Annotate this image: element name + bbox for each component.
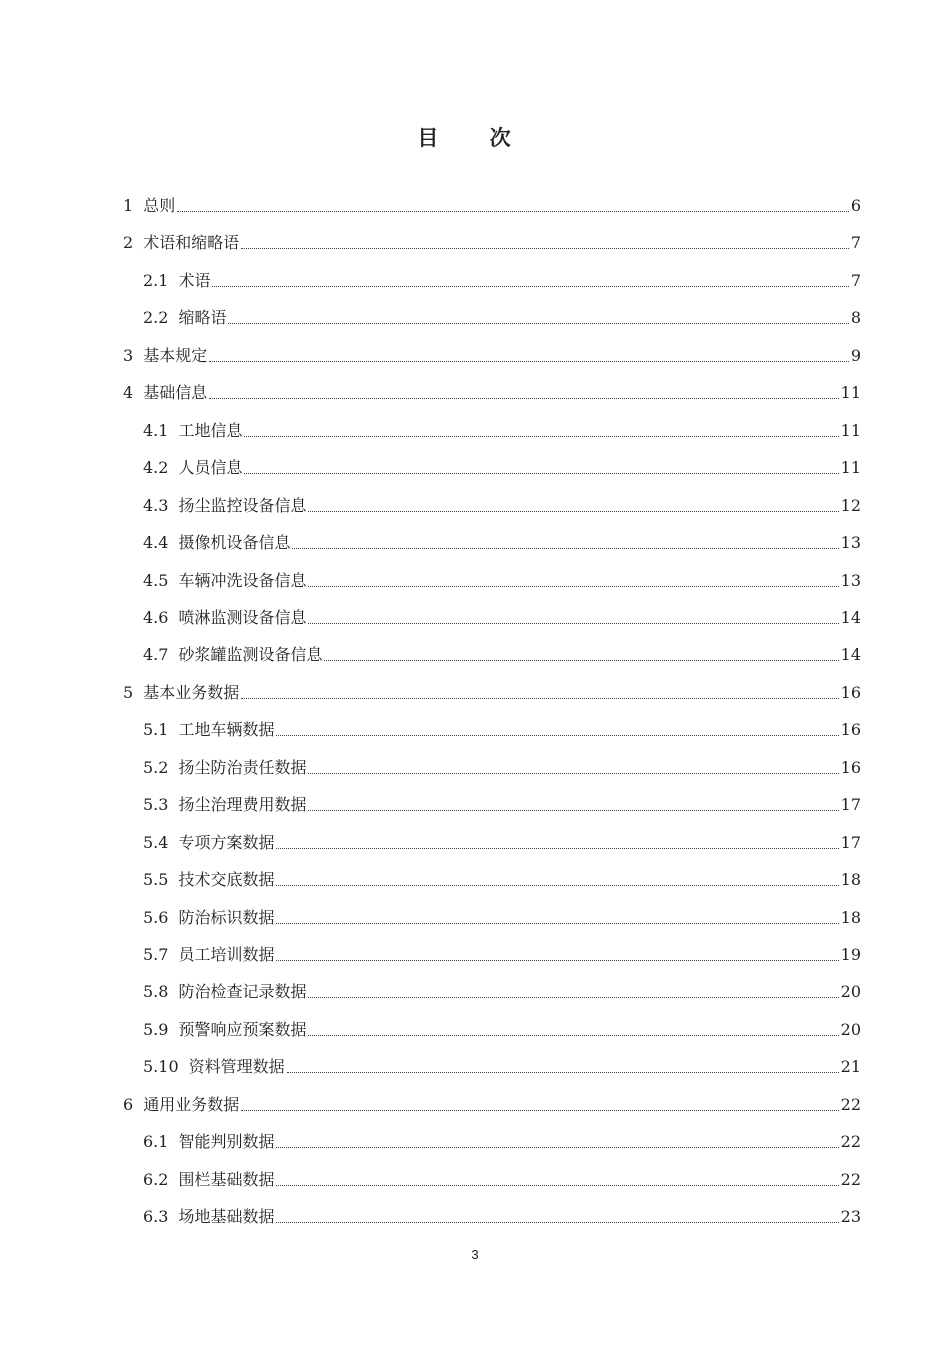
toc-entry-label: 术语: [178, 270, 211, 290]
toc-entry-label: 砂浆罐监测设备信息: [178, 645, 323, 665]
toc-entry[interactable]: [143, 899, 861, 937]
toc-entry-page: 17: [840, 795, 861, 815]
toc-entry-number: 5.10: [143, 1057, 179, 1077]
toc-entry-page: 8: [850, 308, 861, 328]
toc-entry-number: 5.5: [143, 870, 169, 890]
toc-entry-page: 13: [840, 533, 861, 553]
toc-entry-number: 4.4: [143, 533, 169, 553]
toc-dot-leader: [308, 510, 838, 512]
toc-entry-label: 扬尘防治责任数据: [178, 757, 307, 777]
toc-entry[interactable]: [143, 824, 861, 862]
toc-entry[interactable]: [143, 1048, 861, 1086]
toc-entry-label: 缩略语: [178, 308, 227, 328]
toc-entry-page: 9: [850, 345, 861, 365]
toc-entry[interactable]: [123, 674, 861, 712]
toc-entry-label: 场地基础数据: [178, 1207, 275, 1227]
toc-entry-number: 4.5: [143, 570, 169, 590]
toc-entry[interactable]: [143, 299, 861, 337]
toc-entry-number: 3: [123, 345, 134, 365]
toc-entry-number: 4.3: [143, 495, 169, 515]
toc-entry[interactable]: [143, 711, 861, 749]
toc-dot-leader: [241, 247, 849, 249]
toc-dot-leader: [241, 1109, 838, 1111]
toc-dot-leader: [228, 322, 848, 324]
toc-entry-page: 23: [840, 1207, 861, 1227]
toc-entry-number: 4.1: [143, 420, 169, 440]
toc-entry[interactable]: [143, 1198, 861, 1236]
toc-entry[interactable]: [143, 412, 861, 450]
toc-entry-number: 2.2: [143, 308, 169, 328]
toc-dot-leader: [308, 622, 838, 624]
toc-entry-label: 技术交底数据: [178, 870, 275, 890]
toc-entry-number: 4.7: [143, 645, 169, 665]
toc-entry-number: 5.1: [143, 720, 169, 740]
toc-entry-label: 工地车辆数据: [178, 720, 275, 740]
toc-entry-page: 6: [850, 196, 861, 215]
toc-dot-leader: [177, 210, 849, 212]
toc-entry-page: 12: [840, 495, 861, 515]
toc-entry-label: 喷淋监测设备信息: [178, 607, 307, 627]
toc-entry-page: 11: [840, 458, 861, 478]
toc-entry[interactable]: [143, 786, 861, 824]
toc-entry-page: 18: [840, 907, 861, 927]
toc-entry-page: 16: [840, 757, 861, 777]
toc-entry-page: 16: [840, 682, 861, 702]
toc-entry-label: 员工培训数据: [178, 945, 275, 964]
toc-entry-label: 工地信息: [178, 420, 243, 440]
toc-dot-leader: [287, 1071, 839, 1073]
toc-entry[interactable]: [143, 861, 861, 899]
toc-dot-leader: [276, 847, 838, 849]
toc-dot-leader: [241, 697, 838, 699]
toc-entry-page: 11: [840, 420, 861, 440]
toc-entry-label: 通用业务数据: [143, 1094, 240, 1114]
toc-entry-page: 13: [840, 570, 861, 590]
toc-entry[interactable]: [143, 524, 861, 562]
toc-entry-page: 21: [840, 1057, 861, 1077]
toc-entry-label: 防治标识数据: [178, 907, 275, 927]
toc-dot-leader: [308, 809, 838, 811]
toc-entry-number: 2: [123, 233, 134, 253]
toc-entry-label: 人员信息: [178, 458, 243, 478]
toc-dot-leader: [276, 884, 838, 886]
toc-entry[interactable]: [143, 1011, 861, 1049]
toc-entry-number: 4.2: [143, 458, 169, 478]
toc-entry-number: 6: [123, 1094, 134, 1114]
toc-dot-leader: [244, 472, 838, 474]
toc-entry-label: 总则: [143, 196, 176, 215]
toc-entry-number: 6.1: [143, 1132, 169, 1152]
toc-entry-number: 5.4: [143, 832, 169, 852]
toc-entry-number: 2.1: [143, 270, 169, 290]
toc-dot-leader: [244, 435, 838, 437]
toc-entry-number: 4.6: [143, 607, 169, 627]
toc-entry-label: 摄像机设备信息: [178, 533, 291, 553]
toc-entry-label: 围栏基础数据: [178, 1169, 275, 1189]
toc-dot-leader: [308, 772, 838, 774]
toc-entry-number: 5.8: [143, 982, 169, 1002]
toc-entry[interactable]: [143, 636, 861, 674]
toc-entry[interactable]: [143, 1161, 861, 1199]
toc-entry[interactable]: [143, 262, 861, 300]
toc-dot-leader: [212, 285, 848, 287]
toc-dot-leader: [276, 734, 838, 736]
toc-entry[interactable]: [123, 187, 861, 225]
toc-entry-number: 5.6: [143, 907, 169, 927]
toc-entry-page: 20: [840, 982, 861, 1002]
toc-entry-page: 18: [840, 870, 861, 890]
toc-entry[interactable]: [143, 973, 861, 1011]
toc-entry-label: 智能判别数据: [178, 1132, 275, 1152]
toc-entry-number: 6.3: [143, 1207, 169, 1227]
toc-entry-number: 1: [123, 196, 134, 215]
toc-dot-leader: [308, 1034, 838, 1036]
toc-dot-leader: [209, 397, 838, 399]
toc-entry[interactable]: [123, 374, 861, 412]
toc-entry-label: 防治检查记录数据: [178, 982, 307, 1002]
toc-entry-label: 扬尘治理费用数据: [178, 795, 307, 815]
toc-dot-leader: [209, 360, 849, 362]
toc-entry-page: 14: [840, 645, 861, 665]
page-number: 3: [471, 1247, 479, 1262]
toc-dot-leader: [276, 1184, 838, 1186]
toc-entry-label: 术语和缩略语: [143, 233, 240, 253]
toc-entry-label: 基本业务数据: [143, 682, 240, 702]
toc-dot-leader: [276, 1146, 838, 1148]
toc-entry[interactable]: [143, 749, 861, 787]
toc-entry[interactable]: [123, 224, 861, 262]
toc-entry-label: 扬尘监控设备信息: [178, 495, 307, 515]
toc-dot-leader: [324, 659, 838, 661]
toc-entry-number: 4: [123, 383, 134, 403]
toc-dot-leader: [308, 585, 838, 587]
toc-dot-leader: [276, 959, 838, 961]
page-title: 目 次: [417, 126, 533, 150]
toc-entry-label: 车辆冲洗设备信息: [178, 570, 307, 590]
toc-entry-page: 17: [840, 832, 861, 852]
toc-entry[interactable]: [143, 562, 861, 600]
toc-entry[interactable]: [123, 337, 861, 375]
toc-entry-page: 22: [840, 1094, 861, 1114]
toc-entry-page: 14: [840, 607, 861, 627]
toc-entry[interactable]: [123, 1086, 861, 1124]
toc-entry[interactable]: [143, 1123, 861, 1161]
toc-entry-number: 5: [123, 682, 134, 702]
toc-dot-leader: [308, 996, 838, 998]
toc-entry-page: 22: [840, 1132, 861, 1152]
toc-entry[interactable]: [143, 599, 861, 637]
toc-entry-label: 预警响应预案数据: [178, 1019, 307, 1039]
toc-entry-page: 7: [850, 270, 861, 290]
toc-dot-leader: [276, 922, 838, 924]
toc-entry-number: 5.2: [143, 757, 169, 777]
toc-entry-number: 5.9: [143, 1019, 169, 1039]
toc-entry[interactable]: [143, 449, 861, 487]
toc-entry-label: 专项方案数据: [178, 832, 275, 852]
toc-dot-leader: [276, 1221, 838, 1223]
toc-entry-page: 7: [850, 233, 861, 253]
toc-dot-leader: [292, 547, 838, 549]
toc-entry-number: 5.7: [143, 945, 169, 964]
toc-entry-label: 基本规定: [143, 345, 208, 365]
toc-entry-page: 11: [840, 383, 861, 403]
toc-entry-number: 5.3: [143, 795, 169, 815]
toc-entry-page: 20: [840, 1019, 861, 1039]
toc-entry-page: 22: [840, 1169, 861, 1189]
toc-entry-page: 16: [840, 720, 861, 740]
toc-entry-page: 19: [840, 945, 861, 964]
toc-entry-label: 资料管理数据: [188, 1057, 285, 1077]
toc-entry-number: 6.2: [143, 1169, 169, 1189]
toc-entry[interactable]: [143, 487, 861, 525]
toc-entry[interactable]: [143, 936, 861, 974]
toc-entry-label: 基础信息: [143, 383, 208, 403]
